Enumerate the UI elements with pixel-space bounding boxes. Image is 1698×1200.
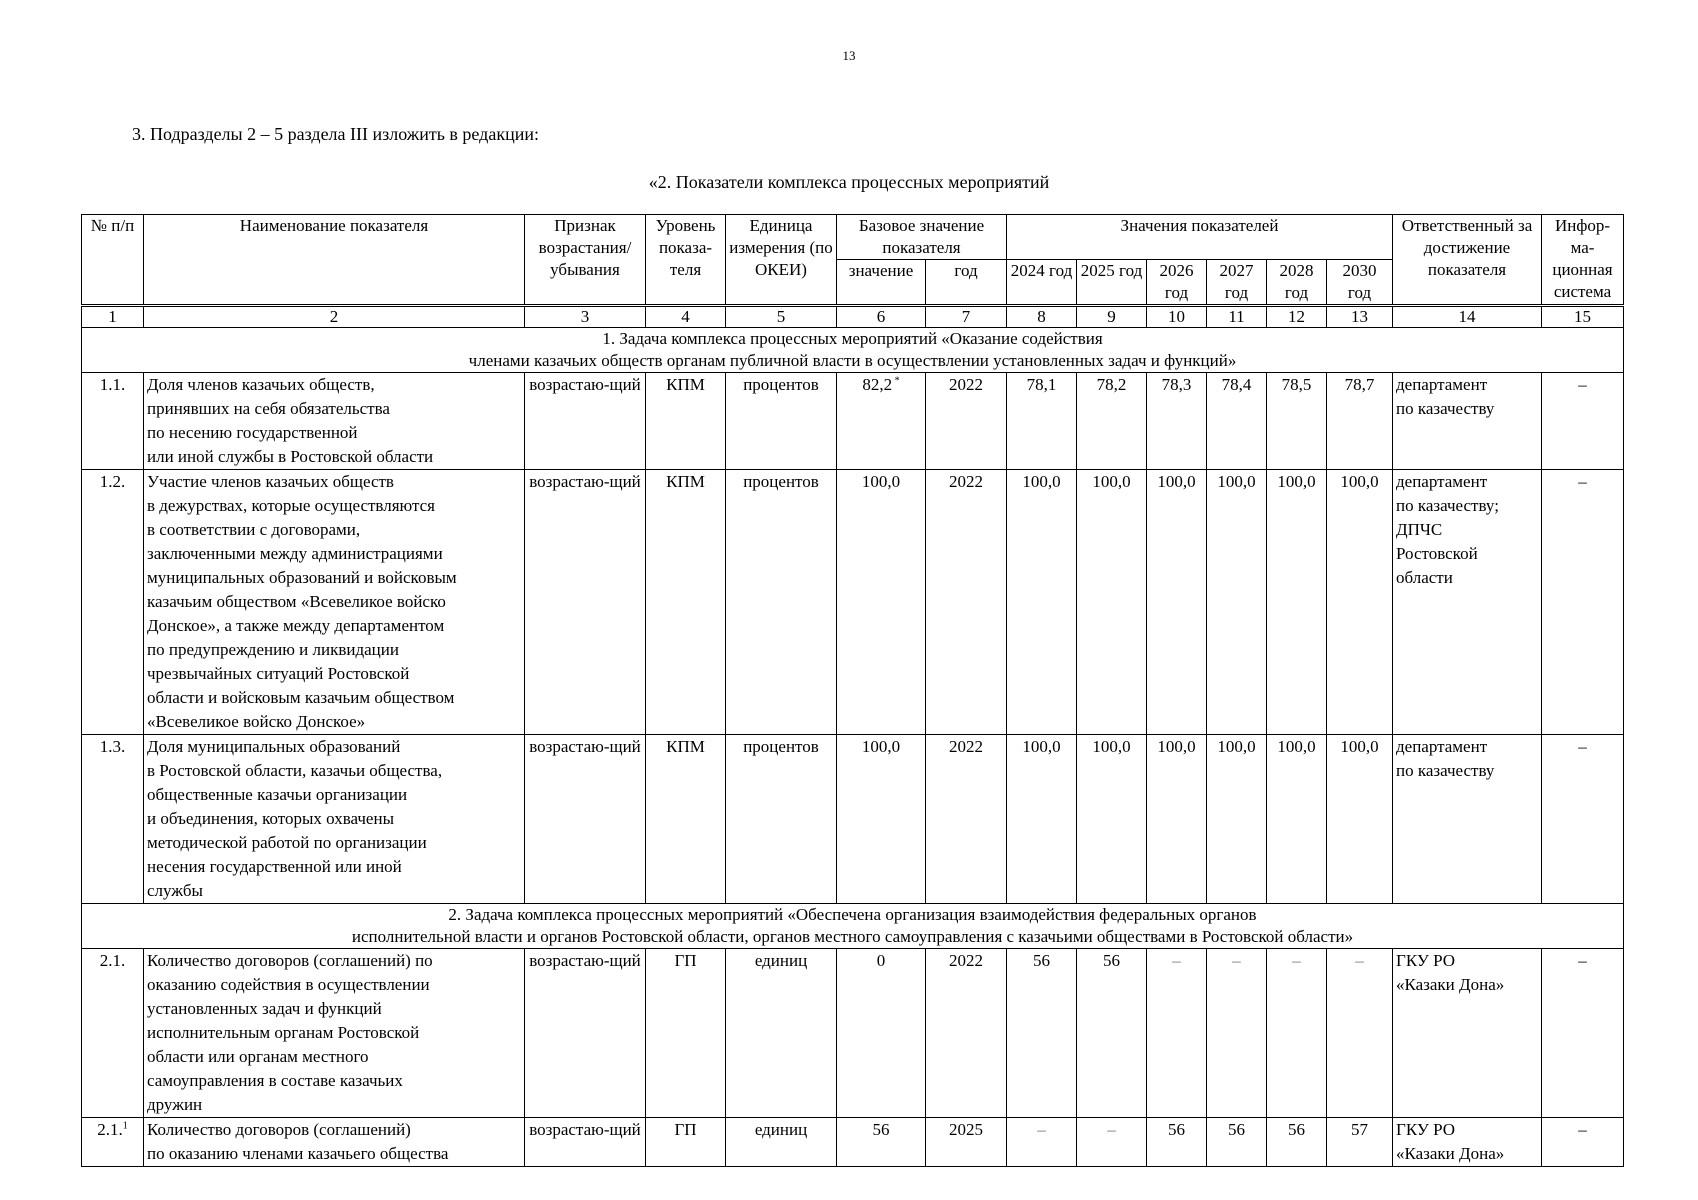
header-name: Наименование показателя [144,215,525,306]
page-number: 13 [842,48,856,63]
indicator-name-line: в дежурствах, которые осуществляются [147,496,435,515]
section-title: «2. Показатели комплекса процессных мероприятий [648,172,1050,192]
column-number: 14 [1393,306,1542,328]
indicator-value: 100,0 [1207,735,1267,904]
indicator-value: 100,0 [1207,470,1267,735]
table-body [82,328,1624,1167]
indicator-name [144,470,525,735]
indicator-level: КПМ [646,470,726,735]
indicator-value: – [1327,949,1393,1118]
row-number: 2.1.$^1$ [82,1118,144,1167]
header-level: Уровень показа-теля [646,215,726,306]
base-value: 100,0 [837,735,926,904]
task-title [82,328,1624,373]
indicator-name-line: в соответствии с договорами, [147,520,361,539]
column-number: 3 [525,306,646,328]
indicator-value: 100,0 [1327,735,1393,904]
responsible-line: по казачеству; [1396,496,1499,515]
indicator-name-line: и объединения, которых охвачены [147,809,394,828]
header-row-1 [82,215,1624,260]
table-row [82,735,1624,904]
indicator-value: 78,4 [1207,373,1267,470]
indicator-name-line: общественные казачьи организации [147,785,408,804]
column-number: 5 [726,306,837,328]
indicator-level: КПМ [646,373,726,470]
indicator-value: 100,0 [1147,735,1207,904]
responsible-line: области [1396,568,1453,587]
base-value: 0 [837,949,926,1118]
indicator-value: 78,7 [1327,373,1393,470]
responsible-line: Ростовской [1396,544,1478,563]
indicator-value: 56 [1147,1118,1207,1167]
row-number: 1.3. [82,735,144,904]
row-number: 2.1. [82,949,144,1118]
indicator-name-line: оказанию содействия в осуществлении [147,975,430,994]
task-row [82,328,1624,373]
indicator-name-line: методической работой по организации [147,833,427,852]
indicator-value: – [1267,949,1327,1118]
indicator-unit: единиц [726,1118,837,1167]
info-system: – [1542,949,1624,1118]
intro-paragraph: 3. Подразделы 2 – 5 раздела III изложить в редакции: [132,124,539,144]
indicator-value: 78,2 [1077,373,1147,470]
indicator-value: 56 [1007,949,1077,1118]
info-system: – [1542,470,1624,735]
base-year: 2022 [926,470,1007,735]
indicator-name-line: или иной службы в Ростовской области [147,447,434,466]
header-year: 2028 год [1267,260,1327,306]
task-row [82,904,1624,949]
header-sign: Признак возрастания/ убывания [525,215,646,306]
column-number: 7 [926,306,1007,328]
table-row [82,1118,1624,1167]
responsible [1393,1118,1542,1167]
header-year: 2027 год [1207,260,1267,306]
column-number: 15 [1542,306,1624,328]
column-number: 4 [646,306,726,328]
indicator-level: ГП [646,1118,726,1167]
responsible-line: по казачеству [1396,761,1495,780]
indicator-sign: возрастаю-щий [525,735,646,904]
indicator-value: 56 [1267,1118,1327,1167]
responsible-line: по казачеству [1396,399,1495,418]
column-number: 11 [1207,306,1267,328]
base-year: 2022 [926,735,1007,904]
indicator-unit: единиц [726,949,837,1118]
info-system: – [1542,735,1624,904]
indicator-value: 100,0 [1077,470,1147,735]
indicator-value: 56 [1207,1118,1267,1167]
column-number: 9 [1077,306,1147,328]
footnote-mark: * [892,375,900,387]
table-row [82,470,1624,735]
indicator-name-line: дружин [147,1095,203,1114]
base-value: 82,2 * [837,373,926,470]
info-system: – [1542,1118,1624,1167]
indicator-level: КПМ [646,735,726,904]
column-number: 13 [1327,306,1393,328]
indicator-name-line: исполнительным органам Ростовской [147,1023,420,1042]
header-base-value: значение [837,260,926,306]
indicator-name-line: принявших на себя обязательства [147,399,390,418]
indicator-value: – [1207,949,1267,1118]
responsible [1393,735,1542,904]
indicator-level: ГП [646,949,726,1118]
indicator-name-line: Количество договоров (соглашений) по [147,951,433,970]
indicator-value: 57 [1327,1118,1393,1167]
indicator-sign: возрастаю-щий [525,373,646,470]
column-number: 10 [1147,306,1207,328]
info-system: – [1542,373,1624,470]
indicator-name-line: службы [147,881,203,900]
row-number: 1.2. [82,470,144,735]
indicator-name [144,373,525,470]
responsible-line: ГКУ РО [1396,1120,1456,1139]
row-number: 1.1. [82,373,144,470]
table-row [82,949,1624,1118]
indicator-unit: процентов [726,373,837,470]
responsible-line: «Казаки Дона» [1396,1144,1505,1163]
indicator-name [144,735,525,904]
indicator-unit: процентов [726,735,837,904]
indicator-value: 56 [1077,949,1147,1118]
indicator-name-line: Доля членов казачьих обществ, [147,375,375,394]
indicator-sign: возрастаю-щий [525,1118,646,1167]
column-number: 2 [144,306,525,328]
responsible-line: ГКУ РО [1396,951,1456,970]
header-year: 2026 год [1147,260,1207,306]
responsible [1393,470,1542,735]
responsible-line: департамент [1396,375,1488,394]
indicator-name [144,949,525,1118]
header-base-year: год [926,260,1007,306]
indicator-value: 100,0 [1267,735,1327,904]
column-number: 12 [1267,306,1327,328]
column-number: 1 [82,306,144,328]
indicator-name-line: «Всевеликое войско Донское» [147,712,366,731]
indicator-name-line: в Ростовской области, казачьи общества, [147,761,443,780]
indicator-value: 78,3 [1147,373,1207,470]
indicator-value: 100,0 [1267,470,1327,735]
indicator-name-line: несения государственной или иной [147,857,402,876]
indicator-value: 100,0 [1147,470,1207,735]
header-year: 2030 год [1327,260,1393,306]
indicator-value: 78,1 [1007,373,1077,470]
task-title-line: членами казачьих обществ органам публичной власти в осуществлении установленных задач и функций» [468,351,1237,370]
base-value: 56 [837,1118,926,1167]
header-num: № п/п [82,215,144,306]
task-title-line: 2. Задача комплекса процессных мероприятий «Обеспечена организация взаимодействия федеральных органов [448,905,1257,924]
header-unit: Единица измерения (по ОКЕИ) [726,215,837,306]
responsible-line: департамент [1396,472,1488,491]
indicator-sign: возрастаю-щий [525,470,646,735]
responsible-line: ДПЧС [1396,520,1443,539]
base-year: 2025 [926,1118,1007,1167]
indicator-name-line: муниципальных образований и войсковым [147,568,457,587]
responsible-line: «Казаки Дона» [1396,975,1505,994]
indicator-sign: возрастаю-щий [525,949,646,1118]
indicator-name-line: по оказанию членами казачьего общества [147,1144,449,1163]
indicator-name-line: заключенными между администрациями [147,544,443,563]
task-title-line: 1. Задача комплекса процессных мероприятий «Оказание содействия [602,329,1103,348]
column-numbers-row [82,306,1624,328]
indicator-value: – [1007,1118,1077,1167]
indicator-name-line: Донское», а также между департаментом [147,616,445,635]
base-year: 2022 [926,949,1007,1118]
indicator-name-line: Количество договоров (соглашений) [147,1120,411,1139]
indicator-name-line: по несению государственной [147,423,358,442]
indicator-name-line: Участие членов казачьих обществ [147,472,394,491]
header-responsible: Ответственный за достижение показателя [1393,215,1542,306]
task-title-line: исполнительной власти и органов Ростовской области, органов местного самоуправления с казачьими обществами в Ростовской области» [351,927,1354,946]
header-year: 2025 год [1077,260,1147,306]
indicator-value: 100,0 [1007,470,1077,735]
task-title [82,904,1624,949]
column-number: 8 [1007,306,1077,328]
indicator-name [144,1118,525,1167]
indicators-table [81,214,1624,1167]
indicator-name-line: Доля муниципальных образований [147,737,401,756]
base-year: 2022 [926,373,1007,470]
header-values: Значения показателей [1007,215,1393,260]
indicator-value: 100,0 [1327,470,1393,735]
base-value: 100,0 [837,470,926,735]
indicator-name-line: казачьим обществом «Всевеликое войско [147,592,446,611]
indicator-value: – [1077,1118,1147,1167]
column-number: 6 [837,306,926,328]
indicator-value: 100,0 [1007,735,1077,904]
header-year: 2024 год [1007,260,1077,306]
indicator-name-line: установленных задач и функций [147,999,382,1018]
indicator-value: – [1147,949,1207,1118]
header-info: Инфор-ма-ционная система [1542,215,1624,306]
header-base: Базовое значение показателя [837,215,1007,260]
indicator-name-line: самоуправления в составе казачьих [147,1071,403,1090]
row-number-superscript: 1 [122,1120,128,1132]
indicator-value: 100,0 [1077,735,1147,904]
indicator-name-line: чрезвычайных ситуаций Ростовской [147,664,410,683]
indicator-name-line: области или органам местного [147,1047,369,1066]
table-row [82,373,1624,470]
indicator-name-line: по предупреждению и ликвидации [147,640,399,659]
indicator-unit: процентов [726,470,837,735]
responsible [1393,373,1542,470]
indicator-value: 78,5 [1267,373,1327,470]
responsible [1393,949,1542,1118]
indicator-name-line: области и войсковым казачьим обществом [147,688,455,707]
responsible-line: департамент [1396,737,1488,756]
